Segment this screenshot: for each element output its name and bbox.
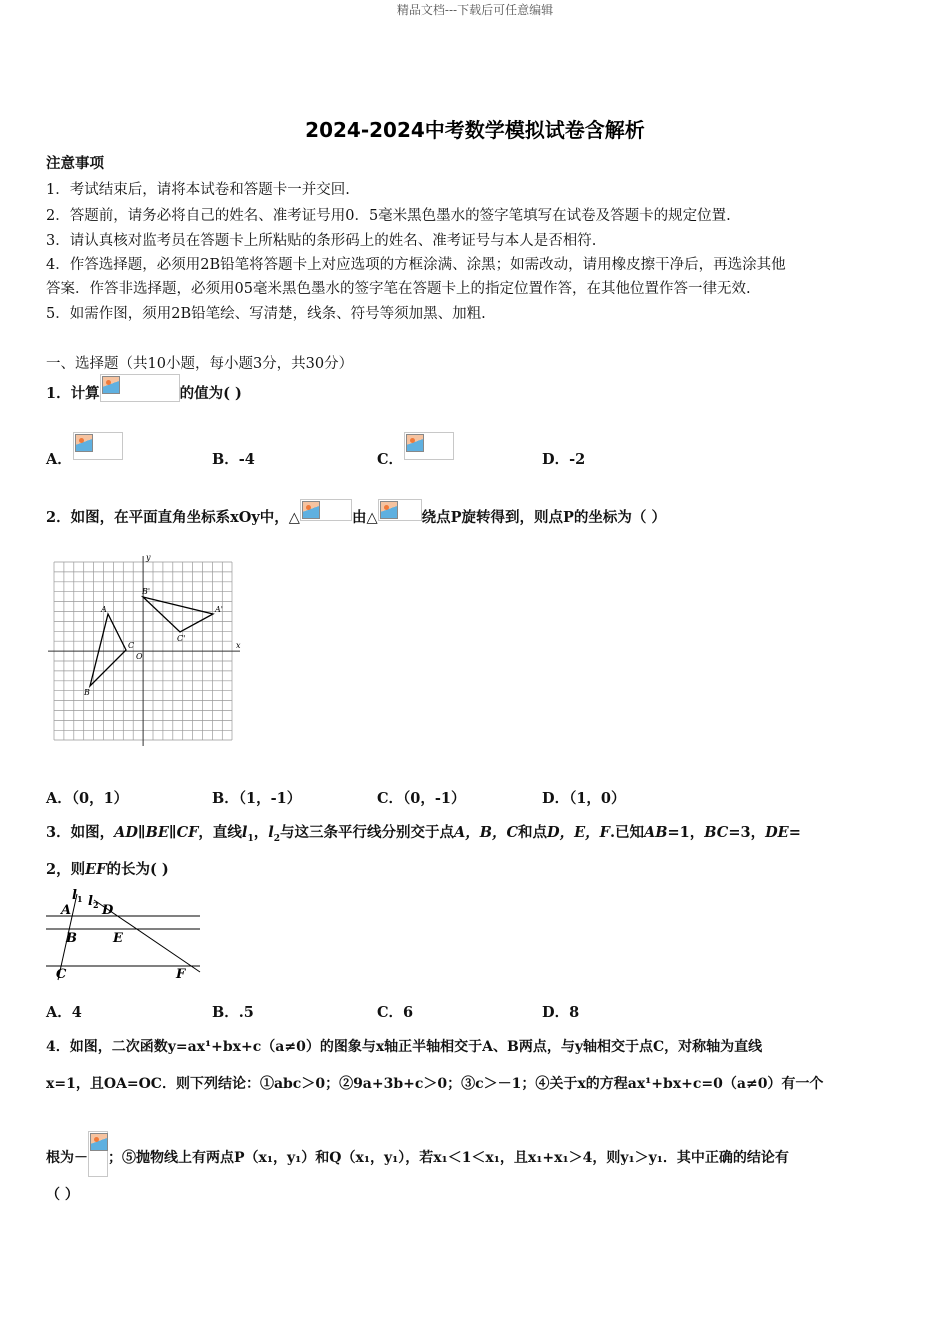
page-title: 2024-2024中考数学模拟试卷含解析 <box>305 118 645 142</box>
question-4-line-1: 4．如图，二次函数y=ax¹+bx+c（a≠0）的图象与x轴正半轴相交于A、B两点，与y轴相交于点C，对称轴为直线 <box>46 1039 763 1055</box>
label-x: x <box>236 641 241 650</box>
question-4-line-4: （ ） <box>46 1187 79 1203</box>
notice-heading: 注意事项 <box>46 155 104 172</box>
label-y: y <box>146 553 151 562</box>
label-l1-sub: 1 <box>77 894 83 904</box>
formula-image-icon <box>73 432 123 460</box>
question-4-line-2: x=1，且OA=OC．则下列结论：①abc＞0；②9a+3b+c＞0；③c＞－1；④关于x的方程ax¹+bx+c=0（a≠0）有一个 <box>46 1076 824 1092</box>
question-3-line-1: 3．如图，AD∥BE∥CF，直线$l_1$，$l_2$与这三条平行线分别交于点A，B，C和点D，E，F.已知AB=1，BC=3，DE= <box>46 824 801 844</box>
notice-item: 4．作答选择题，必须用2B铅笔将答题卡上对应选项的方框涂满、涂黑；如需改动，请用橡皮擦干净后，再选涂其他 <box>46 257 786 273</box>
q1-option-d: D．-2 <box>542 451 586 468</box>
q1-pre: 1．计算 <box>46 385 100 402</box>
q2-option-c: C．（0，-1） <box>377 790 466 807</box>
label-c: C <box>128 641 135 650</box>
q1-option-a-image <box>73 432 123 460</box>
formula-image-icon <box>378 499 422 521</box>
label-o: O <box>136 652 143 661</box>
notice-item: 1．考试结束后，请将本试卷和答题卡一并交回. <box>46 182 350 198</box>
label-b-prime: B' <box>142 587 151 596</box>
notice-item: 3．请认真核对监考员在答题卡上所粘贴的条形码上的姓名、准考证号与本人是否相符. <box>46 233 597 249</box>
q2-option-b: B．（1，-1） <box>212 790 302 807</box>
label-a: A <box>61 903 72 918</box>
q1-option-b: B．-4 <box>212 451 255 468</box>
q3-option-d: D．8 <box>542 1004 580 1021</box>
label-l2-sub: 2 <box>93 900 99 910</box>
q3-option-b: B．.5 <box>212 1004 254 1021</box>
q2-grid-figure <box>46 552 246 750</box>
triangle-abc <box>90 614 126 686</box>
label-b: B <box>84 688 90 697</box>
notice-item: 5．如需作图，须用2B铅笔绘、写清楚，线条、符号等须加黑、加粗. <box>46 306 486 322</box>
q1-post: 的值为( ) <box>179 385 242 402</box>
formula-image-icon <box>100 374 180 402</box>
label-c: C <box>56 967 67 982</box>
label-b: B <box>66 931 77 946</box>
q2-option-d: D．（1，0） <box>542 790 626 807</box>
question-4-line-3: 根为－ ；⑤抛物线上有两点P（x₁，y₁）和Q（x₁，y₁），若x₁＜1＜x₁，且x₁+x₁＞4，则y₁＞y₁．其中正确的结论有 <box>46 1135 789 1181</box>
question-2: 2．如图，在平面直角坐标系xOy中，△ 由△ 绕点P旋转得到，则点P的坐标为（ ） <box>46 506 666 529</box>
q3-option-c: C．6 <box>377 1004 414 1021</box>
label-l1: l <box>72 888 77 903</box>
q1-option-a: A． <box>46 451 72 468</box>
q1-option-c-image <box>404 432 454 460</box>
q3-option-a: A．4 <box>46 1004 82 1021</box>
question-3-line-2: 2，则EF的长为( ) <box>46 861 169 878</box>
notice-item: 2．答题前，请务必将自己的姓名、准考证号用0．5毫米黑色墨水的签字笔填写在试卷及答题卡的规定位置. <box>46 208 731 224</box>
label-f: F <box>176 967 186 982</box>
q1-option-c: C． <box>377 451 404 468</box>
q3-parallel-lines-figure <box>40 886 204 982</box>
formula-image-icon <box>300 499 352 521</box>
question-1 <box>46 380 242 408</box>
label-c-prime: C' <box>177 634 186 643</box>
formula-image-icon <box>404 432 454 460</box>
label-d: D <box>102 903 114 918</box>
notice-item: 答案．作答非选择题，必须用05毫米黑色墨水的签字笔在答题卡上的指定位置作答，在其他位置作答一律无效. <box>46 281 751 297</box>
formula-image-icon <box>88 1131 108 1177</box>
q2-option-a: A．（0，1） <box>46 790 129 807</box>
label-a: A <box>101 605 107 614</box>
section-heading: 一、选择题（共10小题，每小题3分，共30分） <box>46 356 354 372</box>
header-note: 精品文档---下载后可任意编辑 <box>396 3 554 17</box>
label-e: E <box>113 931 123 946</box>
label-l2: l <box>88 894 93 909</box>
label-a-prime: A' <box>215 605 223 614</box>
